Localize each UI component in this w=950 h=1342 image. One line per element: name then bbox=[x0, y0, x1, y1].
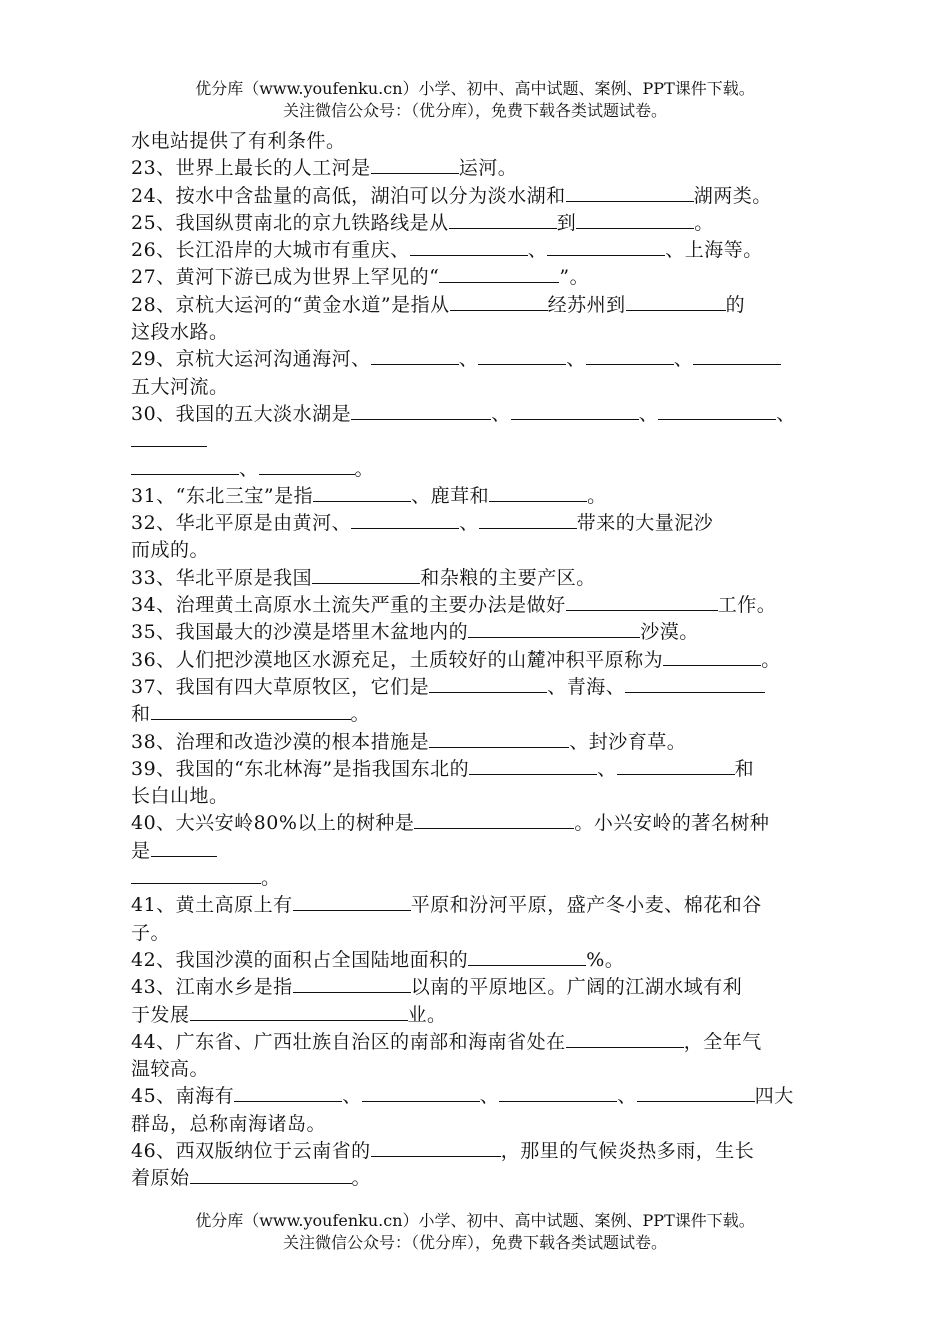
line-text: 。 bbox=[694, 211, 714, 234]
header-line-1: 优分库（www.youfenku.cn）小学、初中、高中试题、案例、PPT课件下载。 bbox=[195, 79, 755, 98]
line-text: 和杂粮的主要产区。 bbox=[420, 566, 596, 589]
line-text: 着原始 bbox=[131, 1167, 190, 1190]
line-text: 子。 bbox=[131, 921, 171, 944]
line-text: 34、治理黄土高原水土流失严重的主要办法是做好 bbox=[131, 594, 566, 617]
line-text: 到 bbox=[556, 211, 577, 234]
answer-blank[interactable] bbox=[429, 674, 547, 693]
line-text: 和 bbox=[734, 757, 755, 780]
text-line bbox=[131, 401, 831, 428]
text-line bbox=[131, 565, 831, 592]
line-text: 。小兴安岭的著名树种 bbox=[574, 812, 770, 835]
line-text: 、 bbox=[342, 1085, 362, 1108]
line-text: 43、江南水乡是指 bbox=[131, 976, 293, 999]
answer-blank[interactable] bbox=[410, 237, 528, 256]
answer-blank[interactable] bbox=[131, 428, 207, 447]
line-text: 、 bbox=[597, 757, 617, 780]
answer-blank[interactable] bbox=[371, 155, 459, 174]
line-text: 、 bbox=[566, 348, 586, 371]
answer-blank[interactable] bbox=[637, 1083, 755, 1102]
text-line bbox=[131, 783, 831, 810]
answer-blank[interactable] bbox=[625, 674, 765, 693]
answer-blank[interactable] bbox=[511, 401, 639, 420]
text-line bbox=[131, 1056, 831, 1083]
answer-blank[interactable] bbox=[414, 810, 574, 829]
line-text: 30、我国的五大淡水湖是 bbox=[131, 402, 352, 425]
line-text: 五大河流。 bbox=[131, 375, 229, 398]
line-text: 、 bbox=[239, 457, 259, 480]
answer-blank[interactable] bbox=[190, 1165, 352, 1184]
line-text: 46、西双版纳位于云南省的 bbox=[131, 1139, 371, 1162]
answer-blank[interactable] bbox=[362, 1083, 480, 1102]
line-text: 27、黄河下游已成为世界上罕见的“ bbox=[131, 266, 440, 289]
text-line bbox=[131, 838, 831, 865]
line-text: 、 bbox=[479, 1085, 500, 1108]
line-text: 四大 bbox=[754, 1085, 794, 1108]
answer-blank[interactable] bbox=[293, 892, 411, 911]
text-line bbox=[131, 1165, 831, 1192]
line-text: 41、黄土高原上有 bbox=[131, 894, 293, 917]
line-text: 23、世界上最长的人工河是 bbox=[131, 157, 371, 180]
answer-blank[interactable] bbox=[312, 565, 420, 584]
line-text: 。 bbox=[587, 484, 607, 507]
line-text: ，那里的气候炎热多雨，生长 bbox=[500, 1139, 755, 1162]
text-line bbox=[131, 210, 831, 237]
text-line bbox=[131, 456, 831, 483]
line-text: 温较高。 bbox=[131, 1058, 210, 1081]
answer-blank[interactable] bbox=[429, 729, 569, 748]
line-text: 业。 bbox=[407, 1003, 447, 1026]
text-line bbox=[131, 264, 831, 291]
answer-blank[interactable] bbox=[151, 701, 351, 720]
text-line bbox=[131, 374, 831, 401]
line-text: 28、京杭大运河的“黄金水道”是指从 bbox=[131, 293, 450, 316]
answer-blank[interactable] bbox=[566, 1029, 684, 1048]
answer-blank[interactable] bbox=[371, 1138, 501, 1157]
line-text: 、 bbox=[527, 239, 548, 262]
line-text: 、 bbox=[458, 348, 479, 371]
text-line bbox=[131, 346, 831, 373]
line-text: 44、广东省、广西壮族自治区的南部和海南省处在 bbox=[131, 1030, 566, 1053]
text-line bbox=[131, 1002, 831, 1029]
text-line bbox=[131, 1138, 831, 1165]
text-line bbox=[131, 537, 831, 564]
line-text: 运河。 bbox=[458, 157, 518, 180]
line-text: 39、我国的“东北林海”是指我国东北的 bbox=[131, 757, 470, 780]
line-text: 、 bbox=[459, 512, 479, 535]
line-text: 经苏州到 bbox=[547, 293, 626, 316]
line-text: 32、华北平原是由黄河、 bbox=[131, 512, 352, 535]
line-text: 29、京杭大运河沟通海河、 bbox=[131, 348, 371, 371]
text-line bbox=[131, 974, 831, 1001]
answer-blank[interactable] bbox=[151, 838, 217, 857]
text-line bbox=[131, 155, 831, 182]
text-line bbox=[131, 701, 831, 728]
text-line bbox=[131, 592, 831, 619]
answer-blank[interactable] bbox=[293, 974, 411, 993]
answer-blank[interactable] bbox=[489, 483, 587, 502]
text-line bbox=[131, 619, 831, 646]
answer-blank[interactable] bbox=[351, 510, 459, 529]
text-line bbox=[131, 756, 831, 783]
line-text: 而成的。 bbox=[131, 539, 210, 562]
text-line bbox=[131, 128, 831, 155]
line-text: 。 bbox=[350, 703, 371, 726]
answer-blank[interactable] bbox=[547, 237, 665, 256]
text-line bbox=[131, 510, 831, 537]
answer-blank[interactable] bbox=[576, 210, 694, 229]
page-header bbox=[0, 78, 950, 122]
line-text: 群岛，总称南海诸岛。 bbox=[131, 1112, 327, 1135]
answer-blank[interactable] bbox=[351, 401, 491, 420]
line-text: ”。 bbox=[559, 266, 590, 289]
answer-blank[interactable] bbox=[131, 456, 239, 475]
text-line bbox=[131, 1083, 831, 1110]
answer-blank[interactable] bbox=[190, 1002, 408, 1021]
page-footer bbox=[0, 1210, 950, 1254]
line-text: 的 bbox=[725, 293, 746, 316]
text-line bbox=[131, 319, 831, 346]
answer-blank[interactable] bbox=[566, 183, 694, 202]
line-text: 长白山地。 bbox=[131, 785, 229, 808]
line-text: 、 bbox=[776, 402, 796, 425]
line-text: 、青海、 bbox=[547, 675, 626, 698]
line-text: 和 bbox=[131, 703, 151, 726]
line-text: 。 bbox=[351, 1167, 372, 1190]
line-text: 。 bbox=[261, 867, 281, 890]
text-line bbox=[131, 674, 831, 701]
line-text: %。 bbox=[586, 948, 625, 971]
line-text: 。 bbox=[354, 457, 375, 480]
line-text: 31、“东北三宝”是指 bbox=[131, 484, 314, 507]
answer-blank[interactable] bbox=[693, 346, 781, 365]
text-line bbox=[131, 947, 831, 974]
answer-blank[interactable] bbox=[131, 865, 261, 884]
text-line bbox=[131, 810, 831, 837]
answer-blank[interactable] bbox=[617, 756, 735, 775]
answer-blank[interactable] bbox=[658, 401, 776, 420]
text-line bbox=[131, 428, 831, 455]
line-text: 45、南海有 bbox=[131, 1085, 235, 1108]
line-text: ，全年气 bbox=[683, 1030, 762, 1053]
question-list bbox=[131, 128, 831, 1193]
line-text: 带来的大量泥沙 bbox=[576, 512, 714, 535]
line-text: 、上海等。 bbox=[665, 239, 763, 262]
line-text: 水电站提供了有利条件。 bbox=[131, 130, 346, 152]
text-line bbox=[131, 483, 831, 510]
text-line bbox=[131, 1111, 831, 1138]
line-text: 湖两类。 bbox=[693, 184, 772, 207]
line-text: 平原和汾河平原，盛产冬小麦、棉花和谷 bbox=[410, 894, 762, 917]
footer-line-2: 关注微信公众号：（优分库），免费下载各类试题试卷。 bbox=[282, 1233, 667, 1252]
line-text: 以南的平原地区。广阔的江湖水域有利 bbox=[410, 976, 743, 999]
line-text: 于发展 bbox=[131, 1003, 190, 1026]
text-line bbox=[131, 1029, 831, 1056]
line-text: 26、长江沿岸的大城市有重庆、 bbox=[131, 239, 410, 262]
header-line-2: 关注微信公众号：（优分库），免费下载各类试题试卷。 bbox=[282, 101, 667, 120]
text-line bbox=[131, 920, 831, 947]
answer-blank[interactable] bbox=[234, 1083, 342, 1102]
answer-blank[interactable] bbox=[479, 510, 577, 529]
line-text: 42、我国沙漠的面积占全国陆地面积的 bbox=[131, 948, 469, 971]
line-text: 、 bbox=[617, 1085, 637, 1108]
line-text: 、 bbox=[491, 402, 511, 425]
text-line bbox=[131, 729, 831, 756]
text-line bbox=[131, 865, 831, 892]
answer-blank[interactable] bbox=[663, 647, 761, 666]
answer-blank[interactable] bbox=[566, 592, 718, 611]
line-text: 36、人们把沙漠地区水源充足，土质较好的山麓冲积平原称为 bbox=[131, 648, 664, 671]
text-line bbox=[131, 892, 831, 919]
line-text: 。 bbox=[761, 648, 781, 671]
line-text: 这段水路。 bbox=[131, 321, 229, 344]
line-text: 、 bbox=[638, 402, 659, 425]
answer-blank[interactable] bbox=[468, 619, 640, 638]
text-line bbox=[131, 292, 831, 319]
line-text: 37、我国有四大草原牧区，它们是 bbox=[131, 675, 430, 698]
answer-blank[interactable] bbox=[478, 346, 566, 365]
line-text: 工作。 bbox=[717, 594, 777, 617]
line-text: 24、按水中含盐量的高低，湖泊可以分为淡水湖和 bbox=[131, 184, 566, 207]
answer-blank[interactable] bbox=[626, 292, 726, 311]
line-text: 40、大兴安岭80%以上的树种是 bbox=[131, 812, 415, 835]
text-line bbox=[131, 183, 831, 210]
answer-blank[interactable] bbox=[313, 483, 411, 502]
answer-blank[interactable] bbox=[439, 264, 559, 283]
text-line bbox=[131, 237, 831, 264]
line-text: 38、治理和改造沙漠的根本措施是 bbox=[131, 730, 430, 753]
line-text: 、 bbox=[673, 348, 694, 371]
text-line bbox=[131, 647, 831, 674]
line-text: 35、我国最大的沙漠是塔里木盆地内的 bbox=[131, 621, 469, 644]
footer-line-1: 优分库（www.youfenku.cn）小学、初中、高中试题、案例、PPT课件下载。 bbox=[195, 1211, 755, 1230]
answer-blank[interactable] bbox=[449, 210, 557, 229]
line-text: 、封沙育草。 bbox=[569, 730, 687, 753]
line-text: 沙漠。 bbox=[640, 621, 699, 644]
answer-blank[interactable] bbox=[468, 947, 586, 966]
answer-blank[interactable] bbox=[499, 1083, 617, 1102]
answer-blank[interactable] bbox=[586, 346, 674, 365]
answer-blank[interactable] bbox=[259, 456, 355, 475]
answer-blank[interactable] bbox=[371, 346, 459, 365]
line-text: 是 bbox=[131, 839, 151, 862]
line-text: 33、华北平原是我国 bbox=[131, 566, 313, 589]
line-text: 25、我国纵贯南北的京九铁路线是从 bbox=[131, 211, 449, 234]
answer-blank[interactable] bbox=[469, 756, 597, 775]
answer-blank[interactable] bbox=[450, 292, 548, 311]
line-text: 、鹿茸和 bbox=[411, 484, 490, 507]
